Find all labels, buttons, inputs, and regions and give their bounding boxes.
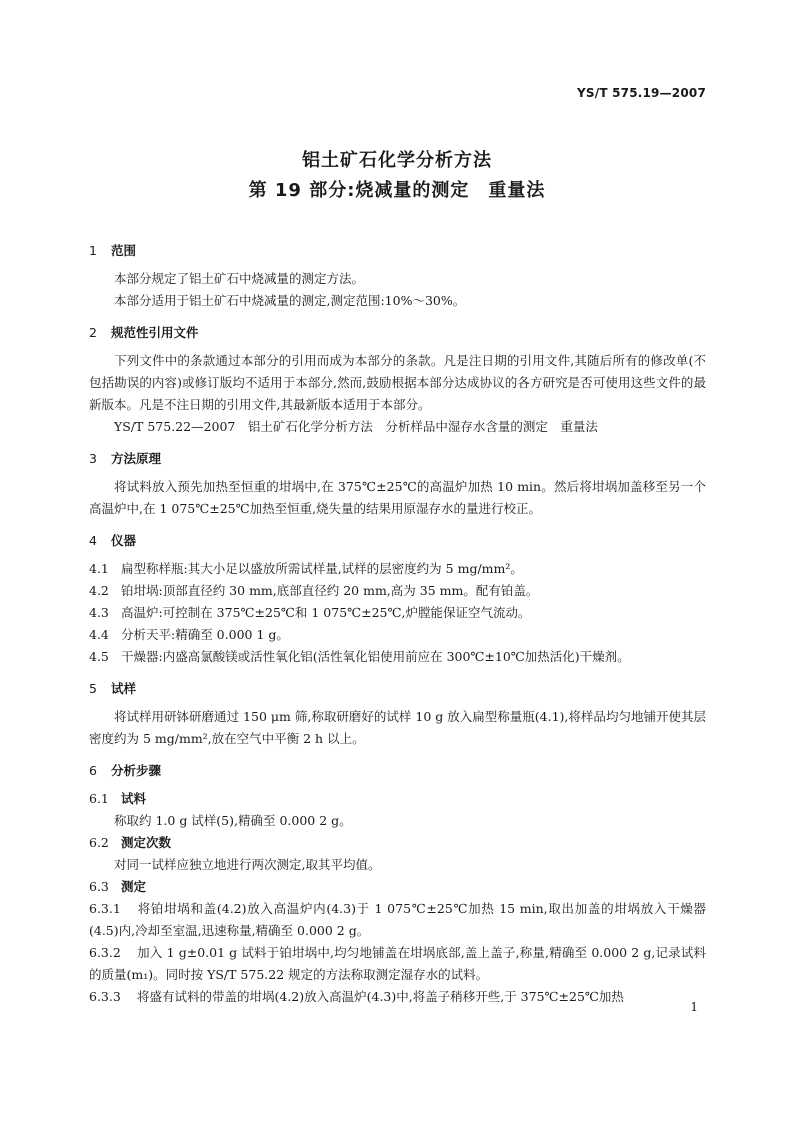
item-text: 将铂坩埚和盖(4.2)放入高温炉内(4.3)于 1 075℃±25℃加热 15 min,取出加盖的坩埚放入干燥器(4.5)内,冷却至室温,迅速称量,精确至 0.000 2 g。 [89,901,706,938]
list-item [89,942,706,986]
subsection-6-3-heading [89,876,706,898]
reference-entry: YS/T 575.22—2007 铝土矿石化学分析方法 分析样品中湿存水含量的测定 重量法 [114,419,598,434]
paragraph: 下列文件中的条款通过本部分的引用而成为本部分的条款。凡是注日期的引用文件,其随后所有的修改单(不包括勘误的内容)或修订版均不适用于本部分,然而,鼓励根据本部分达成协议的各方研究是否可使用这些文件的最新版本。凡是不注日期的引用文件,其最新版本适用于本部分。 [89,353,706,412]
section-title: 测定次数 [121,835,172,850]
list-item [89,986,706,1008]
item-number: 4.5 [89,649,109,664]
section-title: 试料 [121,791,147,806]
section-2-heading [89,322,706,344]
item-text: 高温炉:可控制在 375℃±25℃和 1 075℃±25℃,炉膛能保证空气流动。 [121,605,531,620]
section-title: 测定 [121,879,147,894]
section-3-heading [89,448,706,470]
item-number: 4.2 [89,583,109,598]
paragraph: 对同一试样应独立地进行两次测定,取其平均值。 [114,857,381,872]
section-1-heading [89,240,706,262]
section-number: 6 [89,763,97,778]
title-line-1: 铝土矿石化学分析方法 [302,150,492,171]
list-item [89,624,706,646]
list-item [89,558,706,580]
item-text: 分析天平:精确至 0.000 1 g。 [121,627,289,642]
section-number: 1 [89,243,97,258]
list-item [89,646,706,668]
document-body [89,240,706,1008]
item-text: 将盛有试料的带盖的坩埚(4.2)放入高温炉(4.3)中,将盖子稍移开些,于 375℃±25℃加热 [137,989,624,1004]
item-number: 4.3 [89,605,109,620]
section-number: 5 [89,681,97,696]
section-number: 4 [89,533,97,548]
subsection-6-2-heading [89,832,706,854]
section-number: 2 [89,325,97,340]
document-title [0,146,794,206]
section-title: 仪器 [111,533,137,548]
item-number: 6.3.3 [89,989,121,1004]
paragraph: 称取约 1.0 g 试样(5),精确至 0.000 2 g。 [114,813,352,828]
item-number: 4.1 [89,561,109,576]
item-text: 扁型称样瓶:其大小足以盛放所需试样量,试样的层密度约为 5 mg/mm²。 [121,561,523,576]
item-text: 加入 1 g±0.01 g 试料于铂坩埚中,均匀地铺盖在坩埚底部,盖上盖子,称量,精确至 0.000 2 g,记录试料的质量(m₁)。同时按 YS/T 575.22 规定的方法称取测定湿存水的试料。 [89,945,706,982]
item-number: 4.4 [89,627,109,642]
section-5-heading [89,678,706,700]
paragraph: 将试料放入预先加热至恒重的坩埚中,在 375℃±25℃的高温炉加热 10 min。然后将坩埚加盖移至另一个高温炉中,在 1 075℃±25℃加热至恒重,烧失量的结果用原湿存水的量进行校正。 [89,479,706,516]
section-number: 6.3 [89,879,109,894]
section-6-heading [89,760,706,782]
section-number: 6.2 [89,835,109,850]
item-number: 6.3.1 [89,901,121,916]
item-number: 6.3.2 [89,945,121,960]
title-line-2: 第 19 部分:烧减量的测定 重量法 [248,180,546,201]
paragraph: 本部分规定了铝土矿石中烧减量的测定方法。 [114,271,365,286]
list-item [89,580,706,602]
standard-code: YS/T 575.19—2007 [577,86,706,100]
section-4-heading [89,530,706,552]
section-number: 3 [89,451,97,466]
page-number: 1 [690,1000,698,1014]
item-text: 干燥器:内盛高氯酸镁或活性氧化铝(活性氧化铝使用前应在 300℃±10℃加热活化)干燥剂。 [121,649,630,664]
section-title: 方法原理 [111,451,162,466]
section-title: 规范性引用文件 [111,325,199,340]
paragraph: 将试样用研钵研磨通过 150 μm 筛,称取研磨好的试样 10 g 放入扁型称量瓶(4.1),将样品均匀地铺开使其层密度约为 5 mg/mm²,放在空气中平衡 2 h 以上。 [89,709,706,746]
subsection-6-1-heading [89,788,706,810]
section-title: 分析步骤 [111,763,162,778]
section-title: 范围 [111,243,137,258]
list-item [89,602,706,624]
section-number: 6.1 [89,791,109,806]
paragraph: 本部分适用于铝土矿石中烧减量的测定,测定范围:10%～30%。 [114,293,466,308]
section-title: 试样 [111,681,137,696]
item-text: 铂坩埚:顶部直径约 30 mm,底部直径约 20 mm,高为 35 mm。配有铂盖。 [121,583,539,598]
list-item [89,898,706,942]
